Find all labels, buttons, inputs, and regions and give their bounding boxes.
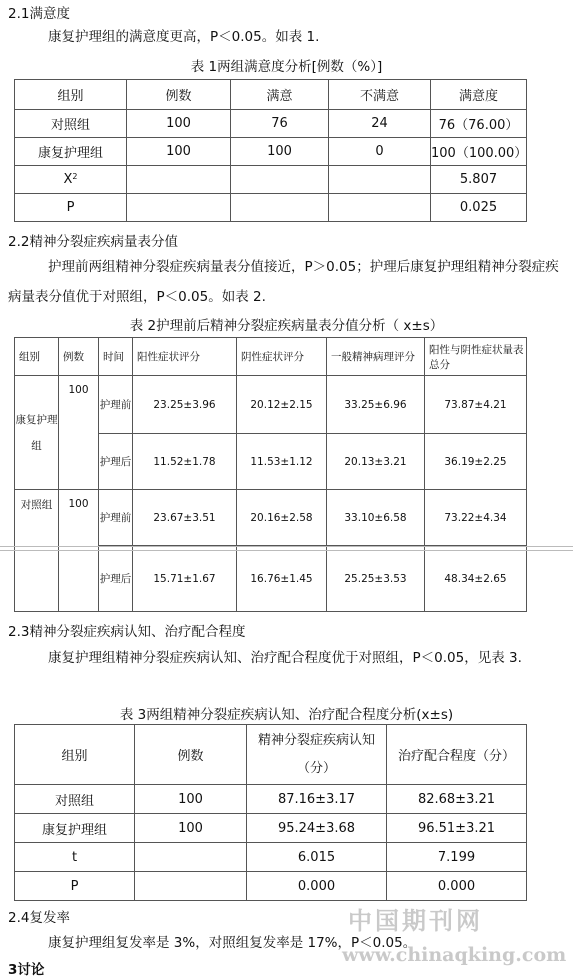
cell: 16.76±1.45 (237, 546, 327, 612)
cell: 6.015 (247, 843, 387, 872)
time-cell: 护理前 (99, 490, 133, 546)
table-row (15, 843, 527, 872)
cell: 100 (135, 814, 247, 843)
cell: 73.22±4.34 (425, 490, 527, 546)
cell: 76（76.00） (431, 110, 527, 138)
table-row (15, 138, 527, 166)
cell: 100 (135, 785, 247, 814)
cell: 康复护理组 (15, 814, 135, 843)
header-cell: 例数 (135, 725, 247, 785)
cell: 100 (59, 376, 99, 490)
paragraph-2-3: 康复护理组精神分裂症疾病认知、治疗配合程度优于对照组，P＜0.05，见表 3. (48, 650, 522, 666)
cell: 100 (59, 490, 99, 612)
header-cell: 阳性与阴性症状量表总分 (425, 338, 527, 376)
cell: 11.53±1.12 (237, 434, 327, 490)
header-cell: 组别 (15, 338, 59, 376)
cell: P (15, 194, 127, 222)
section-heading-2-2: 2.2精神分裂症疾病量表分值 (8, 234, 178, 250)
page-break-divider (0, 546, 573, 552)
header-cell: 时间 (99, 338, 133, 376)
time-cell: 护理前 (99, 376, 133, 434)
section-heading-2-1: 2.1满意度 (8, 6, 70, 22)
table-header-row (15, 725, 527, 785)
watermark-logo-text: 中国期刊网 (348, 907, 483, 935)
group-name-cell: 康复护理组 (15, 376, 59, 490)
table2-caption: 表 2护理前后精神分裂症疾病量表分值分析（ x±s） (129, 318, 444, 334)
cell (329, 166, 431, 194)
header-cell: 组别 (15, 80, 127, 110)
cell: 33.10±6.58 (327, 490, 425, 546)
cell: 15.71±1.67 (133, 546, 237, 612)
header-cell: 例数 (59, 338, 99, 376)
header-cell: 满意度 (431, 80, 527, 110)
cell: 0.000 (387, 872, 527, 901)
section-heading-3: 3讨论 (8, 962, 45, 978)
paragraph-2-2: 护理前两组精神分裂症疾病量表分值接近，P＞0.05；护理后康复护理组精神分裂症疾病量表分值优于对照组，P＜0.05。如表 2. (8, 259, 559, 305)
cell: 100 (127, 110, 231, 138)
time-cell: 护理后 (99, 434, 133, 490)
table-row (15, 872, 527, 901)
table-1 (14, 79, 527, 222)
cell: 20.13±3.21 (327, 434, 425, 490)
paragraph-2-4: 康复护理组复发率是 3%，对照组复发率是 17%，P＜0.05。 (48, 935, 417, 951)
cell: 25.25±3.53 (327, 546, 425, 612)
chi-superscript: 2 (72, 172, 78, 181)
time-cell: 护理后 (99, 546, 133, 612)
header-cell: 精神分裂症疾病认知（分） (247, 725, 387, 785)
cell: 0.025 (431, 194, 527, 222)
cell: 23.67±3.51 (133, 490, 237, 546)
cell (329, 194, 431, 222)
cell: 87.16±3.17 (247, 785, 387, 814)
cell: 100（100.00） (431, 138, 527, 166)
table-header-row (15, 80, 527, 110)
table-3 (14, 724, 527, 901)
group-name-cell: 对照组 (15, 490, 59, 612)
cell: 33.25±6.96 (327, 376, 425, 434)
header-cell: 不满意 (329, 80, 431, 110)
cell: 96.51±3.21 (387, 814, 527, 843)
header-cell: 阳性症状评分 (133, 338, 237, 376)
cell: t (15, 843, 135, 872)
cell: 100 (231, 138, 329, 166)
cell: 20.12±2.15 (237, 376, 327, 434)
table-row (15, 376, 527, 434)
table-row (15, 166, 527, 194)
cell (15, 166, 127, 194)
header-cell: 满意 (231, 80, 329, 110)
cell (135, 843, 247, 872)
table-row (15, 110, 527, 138)
cell (231, 166, 329, 194)
cell: 76 (231, 110, 329, 138)
cell: 48.34±2.65 (425, 546, 527, 612)
cell: 73.87±4.21 (425, 376, 527, 434)
cell: 23.25±3.96 (133, 376, 237, 434)
header-cell: 组别 (15, 725, 135, 785)
table-header-row (15, 338, 527, 376)
table-row (15, 490, 527, 546)
table1-caption: 表 1两组满意度分析[例数（%）] (190, 59, 383, 75)
cell: 82.68±3.21 (387, 785, 527, 814)
chi-label: X (63, 172, 73, 187)
cell: 100 (127, 138, 231, 166)
paragraph-2-1: 康复护理组的满意度更高，P＜0.05。如表 1. (48, 29, 320, 45)
header-cell: 阴性症状评分 (237, 338, 327, 376)
header-cell: 例数 (127, 80, 231, 110)
section-heading-2-4: 2.4复发率 (8, 910, 70, 926)
cell (231, 194, 329, 222)
cell (127, 194, 231, 222)
cell: 0 (329, 138, 431, 166)
cell: 康复护理组 (15, 138, 127, 166)
section-heading-2-3: 2.3精神分裂症疾病认知、治疗配合程度 (8, 624, 246, 640)
table-row (15, 785, 527, 814)
cell: 95.24±3.68 (247, 814, 387, 843)
cell (135, 872, 247, 901)
cell: P (15, 872, 135, 901)
cell: 5.807 (431, 166, 527, 194)
cell: 0.000 (247, 872, 387, 901)
header-cell: 一般精神病理评分 (327, 338, 425, 376)
table-2 (14, 337, 527, 612)
cell: 对照组 (15, 110, 127, 138)
cell: 24 (329, 110, 431, 138)
cell (127, 166, 231, 194)
cell: 36.19±2.25 (425, 434, 527, 490)
watermark-url: www.chinaqking.com (342, 944, 567, 966)
cell: 11.52±1.78 (133, 434, 237, 490)
cell: 20.16±2.58 (237, 490, 327, 546)
table-row (15, 814, 527, 843)
cell: 对照组 (15, 785, 135, 814)
table3-caption: 表 3两组精神分裂症疾病认知、治疗配合程度分析(x±s) (119, 707, 454, 723)
table-row (15, 194, 527, 222)
cell: 7.199 (387, 843, 527, 872)
header-cell: 治疗配合程度（分） (387, 725, 527, 785)
